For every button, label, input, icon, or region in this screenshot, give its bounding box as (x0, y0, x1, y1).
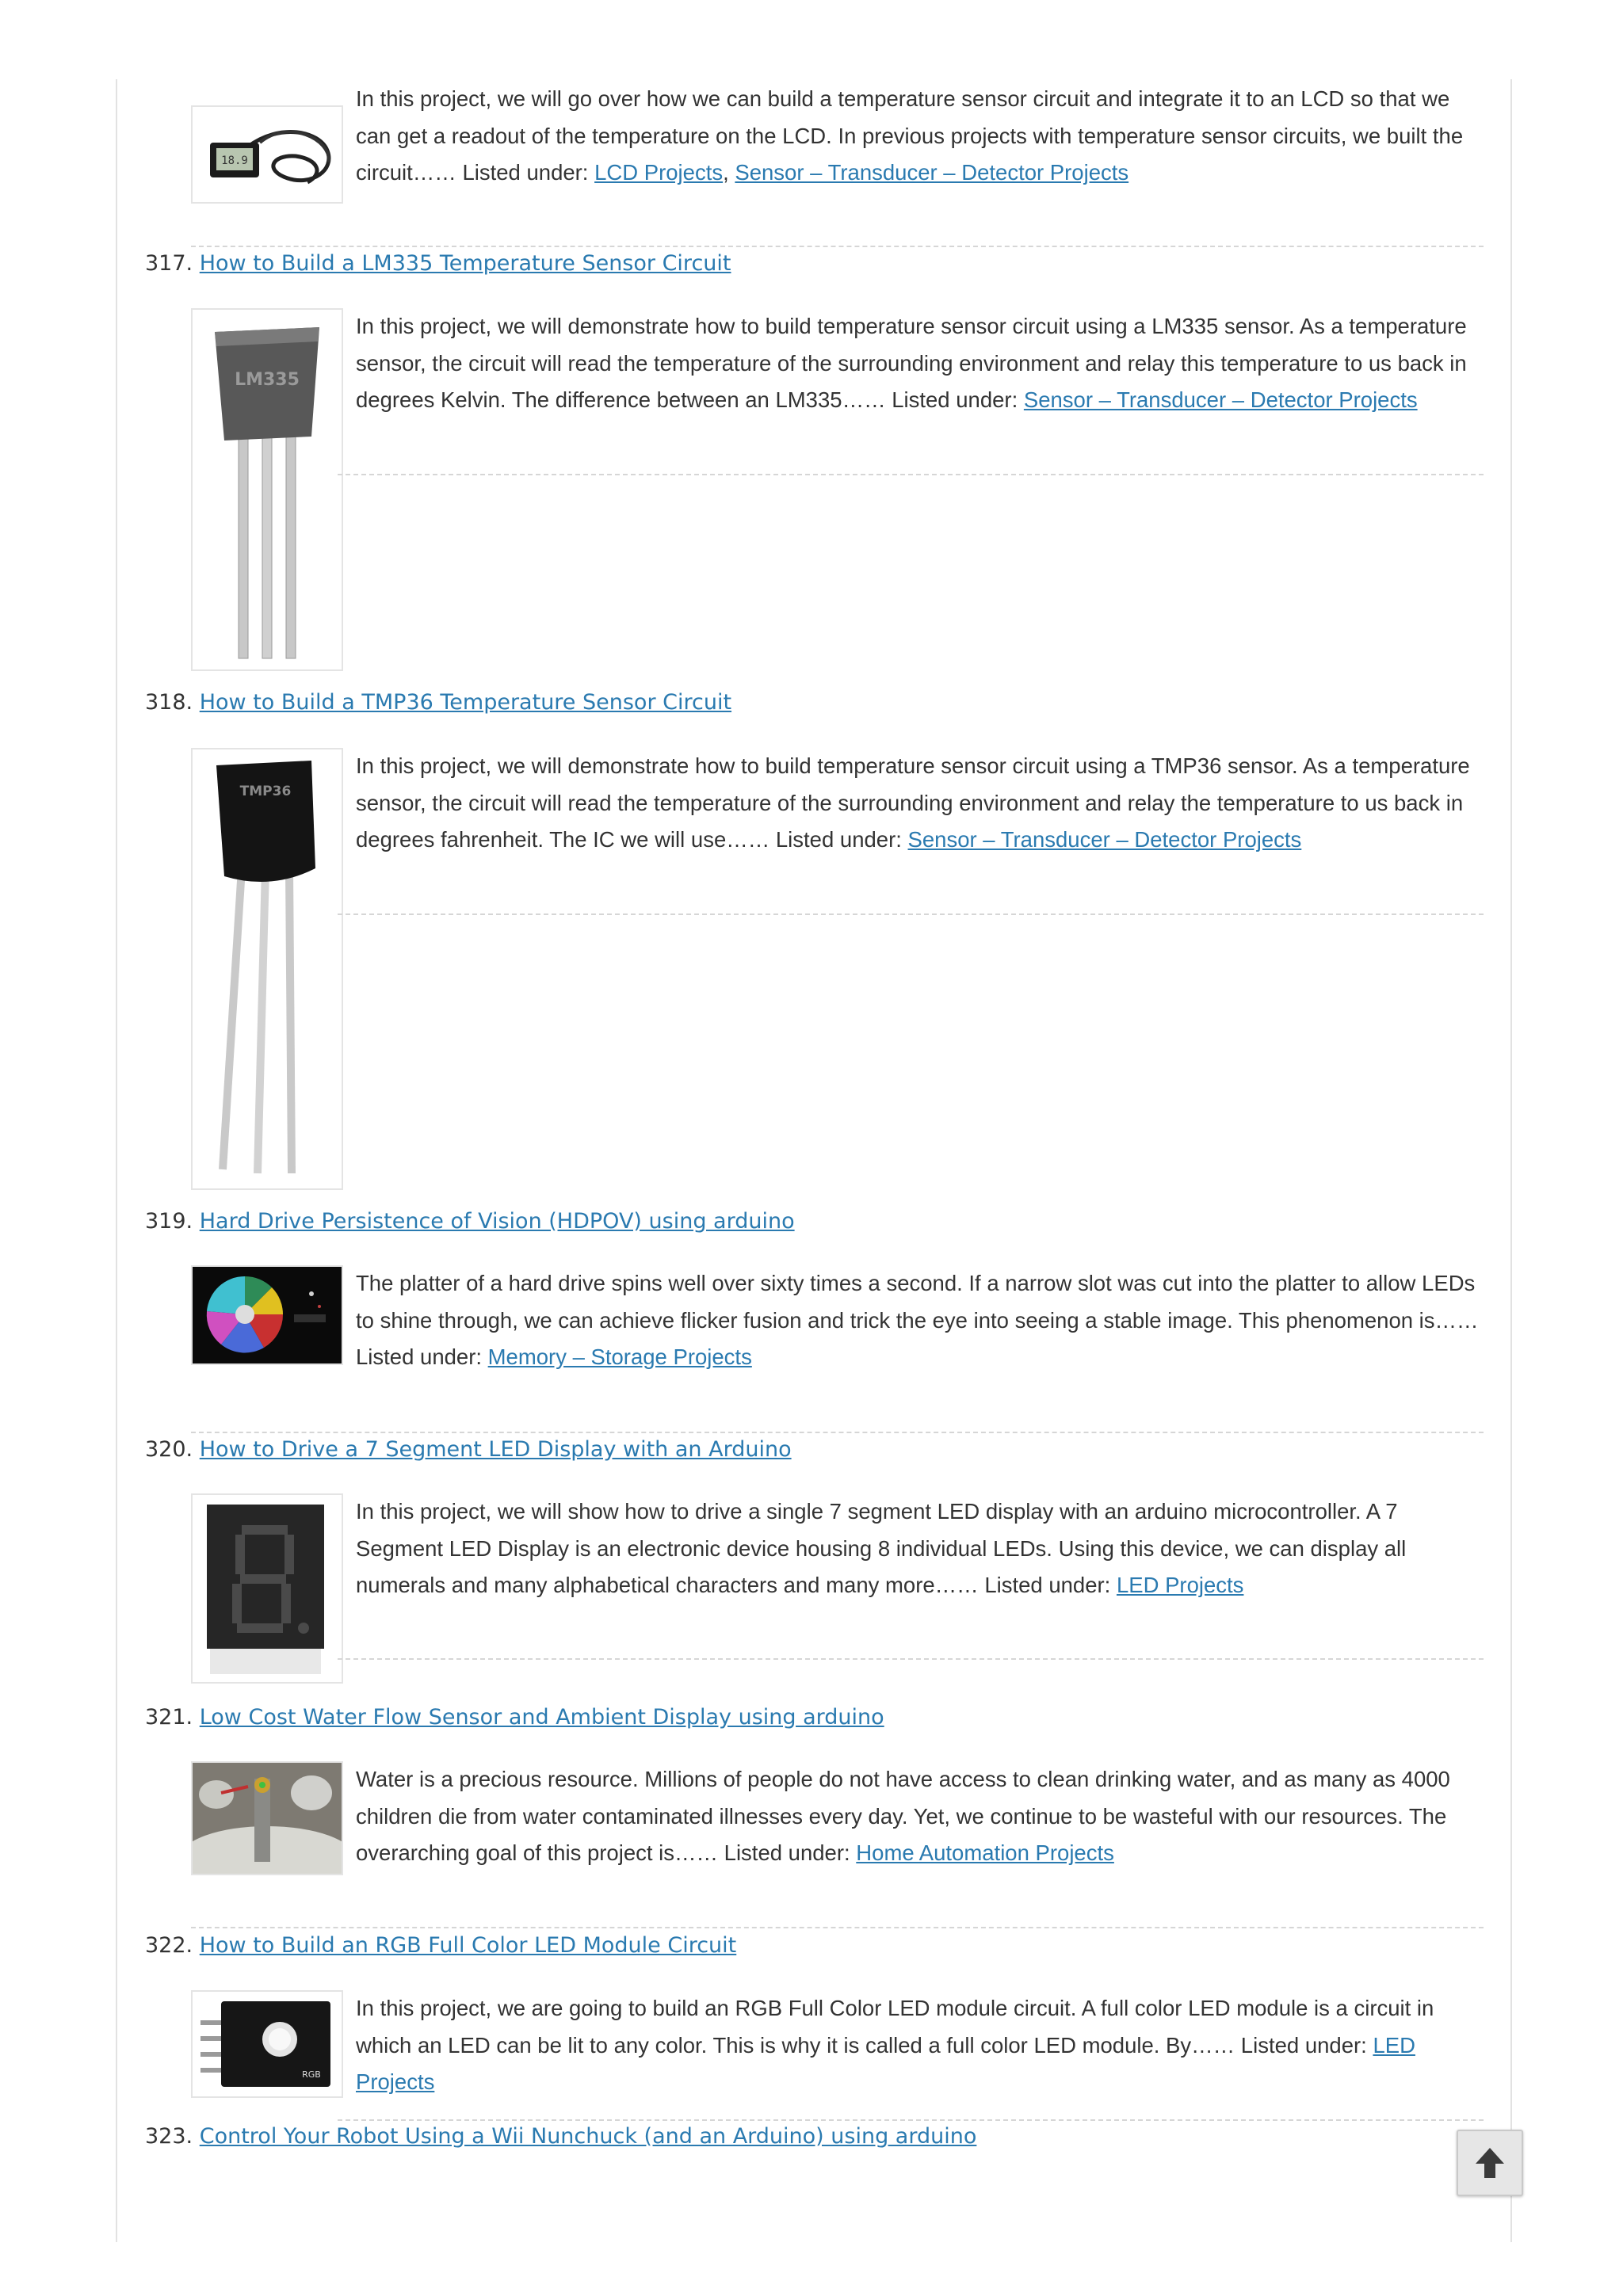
separator (338, 1658, 1484, 1660)
separator (191, 1432, 1484, 1433)
item-title: 318. How to Build a TMP36 Temperature Sensor Circuit (145, 690, 732, 715)
item-excerpt: Water is a precious resource. Millions of people do not have access to clean drinking water, and as many as 4000 children die from water contaminated illnesses every day. Yet, we continue to be wasteful with our resources. The overarching goal of this project is…… Listed under: Home Automation Projects (356, 1767, 1450, 1865)
item-excerpt: The platter of a hard drive spins well over sixty times a second. If a narrow slot was cut into the platter to allow LEDs to shine through, we can achieve flicker fusion and trick the eye into seeing a stable image. This phenomenon is…… Listed under: Memory – Storage Projects (356, 1271, 1479, 1369)
item-title: 322. How to Build an RGB Full Color LED Module Circuit (145, 1933, 737, 1958)
back-to-top-button[interactable] (1457, 2130, 1523, 2196)
thumbnail-water-flow-sensor[interactable] (191, 1761, 343, 1875)
item-title-link[interactable]: How to Drive a 7 Segment LED Display with an Arduino (199, 1437, 792, 1462)
separator (338, 474, 1484, 475)
category-link[interactable]: Sensor – Transducer – Detector Projects (735, 160, 1129, 185)
category-link[interactable]: Memory – Storage Projects (487, 1344, 752, 1369)
thumbnail-hdpov[interactable] (191, 1265, 343, 1365)
separator (191, 1927, 1484, 1928)
item-title-link[interactable]: How to Build a LM335 Temperature Sensor Circuit (199, 251, 731, 276)
thumbnail-lm335[interactable] (191, 308, 343, 671)
item-title: 317. How to Build a LM335 Temperature Sensor Circuit (145, 251, 731, 276)
separator (338, 2119, 1484, 2121)
separator (191, 246, 1484, 247)
thumbnail-lcd-thermometer[interactable] (191, 105, 343, 204)
item-title: 319. Hard Drive Persistence of Vision (HDPOV) using arduino (145, 1209, 795, 1234)
category-link[interactable]: LED Projects (356, 2032, 1415, 2094)
item-excerpt: In this project, we will show how to drive a single 7 segment LED display with an arduino microcontroller. A 7 Segment LED Display is an electronic device housing 8 individual LEDs. Using this device, we can display all numerals and many alphabetical characters and many more…… Listed under: LED Projects (356, 1499, 1407, 1597)
item-excerpt: In this project, we will demonstrate how to build temperature sensor circuit using a TMP36 sensor. As a temperature sensor, the circuit will read the temperature of the surrounding environment and relay the temperature to us back in degrees fahrenheit. The IC we will use…… Listed under: Sensor – Transducer – Detector Projects (356, 753, 1470, 852)
thumbnail-7-segment-display[interactable] (191, 1493, 343, 1684)
category-link[interactable]: LCD Projects (594, 160, 724, 185)
item-title: 321. Low Cost Water Flow Sensor and Ambient Display using arduino (145, 1705, 884, 1730)
item-title-link[interactable]: How to Build an RGB Full Color LED Module Circuit (199, 1933, 737, 1958)
category-link[interactable]: Sensor – Transducer – Detector Projects (1023, 387, 1418, 412)
thumbnail-tmp36[interactable] (191, 748, 343, 1190)
thumb-board-label: RGB (302, 2069, 321, 2080)
svg-text:18.9: 18.9 (221, 154, 248, 167)
thumbnail-rgb-led-module[interactable] (191, 1990, 343, 2098)
item-title-link[interactable]: Hard Drive Persistence of Vision (HDPOV) using arduino (199, 1209, 795, 1234)
item-title: 323. Control Your Robot Using a Wii Nunchuck (and an Arduino) using arduino (145, 2124, 977, 2149)
category-link[interactable]: Sensor – Transducer – Detector Projects (907, 827, 1302, 852)
thumb-chip-label: LM335 (235, 370, 300, 390)
item-excerpt: In this project, we are going to build an RGB Full Color LED module circuit. A full color LED module is a circuit in which an LED can be lit to any color. This is why it is called a full color LED module. By…… Listed under: LED Projects (356, 1996, 1434, 2094)
arrow-up-icon (1474, 2146, 1506, 2180)
item-title-link[interactable]: How to Build a TMP36 Temperature Sensor Circuit (199, 690, 732, 715)
item-title-link[interactable]: Low Cost Water Flow Sensor and Ambient Display using arduino (199, 1705, 884, 1730)
separator (338, 913, 1484, 915)
thumb-chip-label: TMP36 (239, 784, 292, 799)
item-excerpt: In this project, we will demonstrate how to build temperature sensor circuit using a LM335 sensor. As a temperature sensor, the circuit will read the temperature of the surrounding environment and relay this temperature to us back in degrees Kelvin. The difference between an LM335…… Listed under: Sensor – Transducer – Detector Projects (356, 314, 1467, 412)
item-excerpt: In this project, we will go over how we can build a temperature sensor circuit and integrate it to an LCD so that we can get a readout of the temperature on the LCD. In previous projects with temperature sensor circuits, we built the circuit…… Listed under: LCD Projects, Sensor – Transducer – Detector Projects (356, 86, 1464, 185)
category-link[interactable]: LED Projects (1116, 1573, 1244, 1597)
item-title: 320. How to Drive a 7 Segment LED Display with an Arduino (145, 1437, 792, 1462)
category-link[interactable]: Home Automation Projects (856, 1840, 1114, 1865)
item-title-link[interactable]: Control Your Robot Using a Wii Nunchuck (and an Arduino) using arduino (199, 2124, 977, 2149)
